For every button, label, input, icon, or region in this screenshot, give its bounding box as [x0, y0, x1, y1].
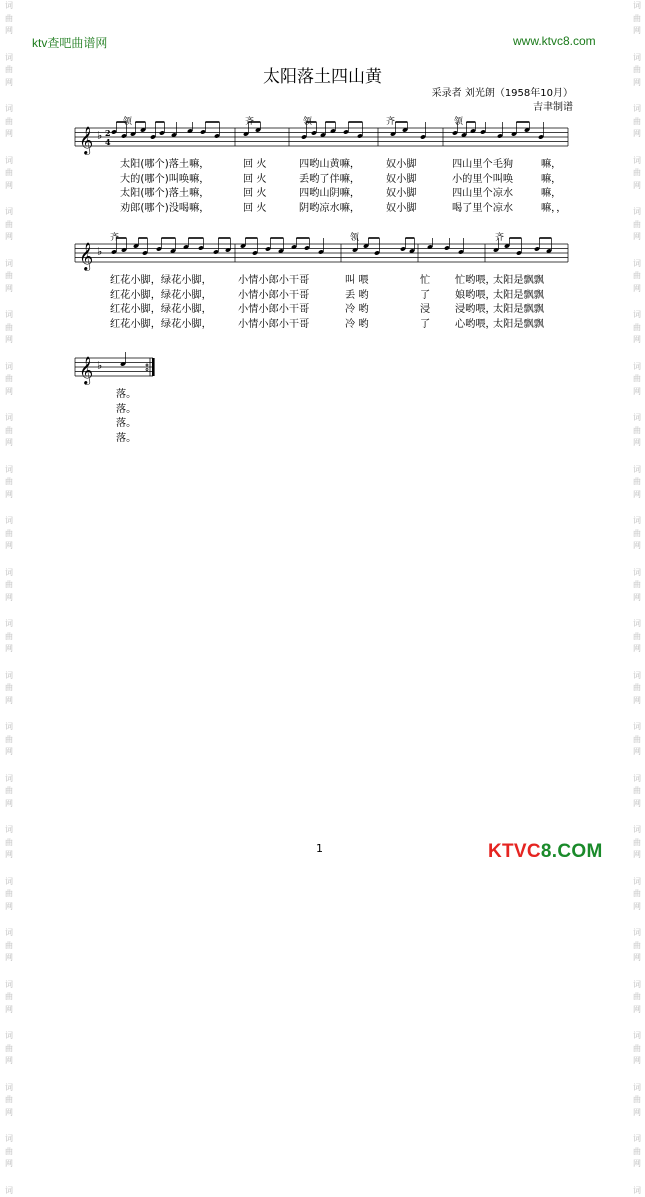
watermark-glyph: 曲 — [630, 1094, 644, 1107]
watermark-glyph: 曲 — [630, 940, 644, 953]
lyric-segment: 回 火 — [243, 155, 267, 170]
watermark-glyph: 曲 — [630, 837, 644, 850]
lyric-segment: 小情小郎小干哥 — [238, 300, 309, 315]
flat-sign-icon: ♭ — [97, 245, 102, 258]
lyric-segment: 阴哟凉水嘛， — [299, 199, 360, 214]
watermark-glyph: 曲 — [2, 837, 16, 850]
watermark-glyph: 曲 — [2, 785, 16, 798]
watermark-glyph: 网 — [2, 334, 16, 347]
lyric-segment: 太阳是飘飘 — [493, 271, 544, 286]
watermark-glyph: 曲 — [630, 991, 644, 1004]
watermark-glyph: 词 — [2, 52, 16, 65]
watermark-glyph: 曲 — [630, 13, 644, 26]
repeat-dot — [146, 369, 148, 371]
call-mark: 领 — [123, 114, 132, 127]
lyric-segment: 太阳是飘飘 — [493, 286, 544, 301]
watermark-glyph: 网 — [630, 746, 644, 759]
flat-sign-icon: ♭ — [97, 359, 102, 372]
watermark-glyph: 词 — [2, 1082, 16, 1095]
watermark-glyph: 曲 — [630, 1146, 644, 1159]
response-mark: 齐 — [110, 230, 119, 243]
watermark-glyph: 词 — [630, 0, 644, 13]
watermark-glyph: 词 — [2, 876, 16, 889]
lyric-segment: 喝了里个凉水 — [452, 199, 513, 214]
watermark-glyph: 网 — [2, 540, 16, 553]
watermark-glyph: 词 — [630, 670, 644, 683]
watermark-glyph: 网 — [2, 25, 16, 38]
call-mark: 领 — [303, 114, 312, 127]
watermark-glyph: 词 — [2, 618, 16, 631]
lyric-segment: 劝郎(哪个)没喝嘛， — [120, 199, 209, 214]
lyric-segment: 四山里个毛狗 — [452, 155, 513, 170]
watermark-glyph: 词 — [630, 206, 644, 219]
response-mark: 齐 — [245, 114, 254, 127]
song-title: 太阳落土四山黄 — [0, 62, 645, 87]
watermark-glyph: 网 — [630, 798, 644, 811]
lyric-segment: 太阳(哪个)落土嘛， — [120, 155, 209, 170]
watermark-glyph: 词 — [2, 206, 16, 219]
watermark-glyph: 网 — [2, 901, 16, 914]
watermark-glyph: 曲 — [630, 219, 644, 232]
watermark-glyph: 曲 — [630, 631, 644, 644]
watermark-glyph: 曲 — [2, 1146, 16, 1159]
watermark-glyph: 网 — [630, 386, 644, 399]
lyric-segment: 奴小脚 — [386, 155, 417, 170]
watermark-glyph: 词 — [2, 464, 16, 477]
lyric-segment: 冷 哟 — [345, 315, 369, 330]
lyric-segment: 忙哟喂， — [455, 271, 496, 286]
watermark-glyph: 网 — [630, 952, 644, 965]
watermark-glyph: 词 — [2, 1185, 16, 1197]
lyric-segment: 小的里个叫唤 — [452, 170, 513, 185]
watermark-glyph: 曲 — [2, 64, 16, 77]
treble-clef-icon: 𝄞 — [79, 242, 93, 271]
lyric-segment: 回 火 — [243, 170, 267, 185]
watermark-glyph: 词 — [630, 927, 644, 940]
watermark-glyph: 词 — [2, 412, 16, 425]
watermark-glyph: 网 — [630, 25, 644, 38]
lyric-segment: 了 — [420, 286, 430, 301]
watermark-glyph: 词 — [630, 103, 644, 116]
watermark-glyph: 网 — [630, 643, 644, 656]
watermark-glyph: 曲 — [2, 476, 16, 489]
watermark-glyph: 网 — [2, 231, 16, 244]
lyric-segment: 红花小脚，绿花小脚， — [110, 315, 212, 330]
watermark-glyph: 网 — [630, 1158, 644, 1171]
lyric-segment: 红花小脚，绿花小脚， — [110, 300, 212, 315]
watermark-glyph: 词 — [630, 979, 644, 992]
lyric-segment: 落。 — [116, 429, 136, 444]
watermark-glyph: 网 — [630, 695, 644, 708]
watermark-glyph: 词 — [630, 515, 644, 528]
watermark-glyph: 曲 — [630, 373, 644, 386]
watermark-glyph: 词 — [2, 773, 16, 786]
watermark-glyph: 曲 — [2, 1043, 16, 1056]
repeat-bar-thick — [152, 358, 155, 376]
lyric-segment: 四哟山阴嘛， — [299, 184, 360, 199]
watermark-glyph: 网 — [630, 849, 644, 862]
watermark-glyph: 曲 — [630, 64, 644, 77]
watermark-glyph: 网 — [2, 77, 16, 90]
watermark-glyph: 词 — [2, 721, 16, 734]
watermark-glyph: 曲 — [2, 734, 16, 747]
watermark-glyph: 曲 — [630, 270, 644, 283]
watermark-glyph: 词 — [2, 567, 16, 580]
lyric-segment: 奴小脚 — [386, 170, 417, 185]
time-signature-bottom: 4 — [105, 137, 111, 147]
watermark-glyph: 网 — [2, 849, 16, 862]
watermark-glyph: 曲 — [2, 579, 16, 592]
watermark-glyph: 曲 — [2, 631, 16, 644]
watermark-glyph: 词 — [630, 876, 644, 889]
watermark-glyph: 网 — [630, 592, 644, 605]
watermark-glyph: 词 — [2, 979, 16, 992]
lyric-segment: 小情小郎小干哥 — [238, 286, 309, 301]
watermark-glyph: 网 — [2, 1107, 16, 1120]
lyric-segment: 丢哟了伴嘛， — [299, 170, 360, 185]
watermark-glyph: 词 — [2, 309, 16, 322]
watermark-glyph: 网 — [630, 128, 644, 141]
watermark-glyph: 词 — [630, 1185, 644, 1197]
watermark-glyph: 网 — [2, 489, 16, 502]
lyric-segment: 嘛，， — [541, 199, 566, 214]
logo-text-red: KTVC — [488, 841, 541, 862]
watermark-glyph: 曲 — [2, 991, 16, 1004]
watermark-glyph: 词 — [630, 155, 644, 168]
watermark-glyph: 词 — [630, 258, 644, 271]
watermark-glyph: 网 — [630, 1107, 644, 1120]
watermark-glyph: 曲 — [2, 888, 16, 901]
watermark-glyph: 曲 — [630, 1043, 644, 1056]
lyric-segment: 嘛， — [541, 184, 561, 199]
site-logo — [488, 841, 603, 863]
watermark-glyph: 曲 — [2, 270, 16, 283]
watermark-glyph: 词 — [2, 927, 16, 940]
lyric-segment: 回 火 — [243, 199, 267, 214]
watermark-glyph: 词 — [630, 464, 644, 477]
watermark-glyph: 词 — [2, 155, 16, 168]
page-number: 1 — [316, 842, 323, 855]
watermark-glyph: 词 — [630, 412, 644, 425]
watermark-glyph: 网 — [630, 180, 644, 193]
watermark-glyph: 网 — [630, 77, 644, 90]
logo-text-green: 8.COM — [541, 841, 603, 862]
watermark-glyph: 网 — [2, 437, 16, 450]
lyric-segment: 小情小郎小干哥 — [238, 315, 309, 330]
lyric-segment: 回 火 — [243, 184, 267, 199]
lyric-segment: 浸哟喂， — [455, 300, 496, 315]
watermark-glyph: 网 — [2, 1055, 16, 1068]
watermark-glyph: 曲 — [2, 1094, 16, 1107]
watermark-glyph: 词 — [630, 361, 644, 374]
watermark-glyph: 曲 — [2, 219, 16, 232]
lyric-segment: 丢 哟 — [345, 286, 369, 301]
lyric-segment: 太阳(哪个)落土嘛， — [120, 184, 209, 199]
clef-and-key — [79, 126, 111, 385]
treble-clef-icon: 𝄞 — [79, 126, 93, 155]
watermark-glyph: 词 — [2, 361, 16, 374]
watermark-glyph: 网 — [630, 489, 644, 502]
watermark-glyph: 词 — [630, 618, 644, 631]
watermark-glyph: 词 — [630, 567, 644, 580]
watermark-glyph: 曲 — [630, 322, 644, 335]
lyric-segment: 奴小脚 — [386, 199, 417, 214]
watermark-glyph: 词 — [630, 773, 644, 786]
watermark-glyph: 网 — [630, 283, 644, 296]
watermark-glyph: 网 — [630, 901, 644, 914]
lyric-segment: 冷 哟 — [345, 300, 369, 315]
watermark-glyph: 曲 — [630, 785, 644, 798]
watermark-glyph: 网 — [630, 540, 644, 553]
watermark-glyph: 网 — [2, 695, 16, 708]
lyric-segment: 嘛， — [541, 155, 561, 170]
watermark-glyph: 网 — [2, 798, 16, 811]
watermark-glyph: 曲 — [2, 373, 16, 386]
watermark-glyph: 网 — [2, 952, 16, 965]
lyric-segment: 叫 喂 — [345, 271, 369, 286]
flat-sign-icon: ♭ — [97, 129, 102, 142]
lyric-segment: 娘哟喂， — [455, 286, 496, 301]
lyric-segment: 忙 — [420, 271, 430, 286]
watermark-glyph: 曲 — [2, 682, 16, 695]
watermark-glyph: 词 — [2, 670, 16, 683]
watermark-glyph: 网 — [2, 746, 16, 759]
site-name-left: ktv查吧曲谱网 — [32, 34, 107, 51]
lyric-segment: 四山里个凉水 — [452, 184, 513, 199]
watermark-glyph: 曲 — [2, 940, 16, 953]
watermark-glyph: 词 — [630, 1133, 644, 1146]
watermark-glyph: 网 — [630, 334, 644, 347]
watermark-glyph: 曲 — [2, 528, 16, 541]
watermark-glyph: 曲 — [630, 425, 644, 438]
watermark-glyph: 词 — [630, 1030, 644, 1043]
site-url-right: www.ktvc8.com — [513, 34, 596, 48]
watermark-glyph: 词 — [630, 52, 644, 65]
watermark-glyph: 词 — [630, 721, 644, 734]
lyric-segment: 太阳是飘飘 — [493, 300, 544, 315]
watermark-glyph: 词 — [2, 1030, 16, 1043]
watermark-glyph: 曲 — [2, 116, 16, 129]
watermark-glyph: 网 — [630, 1004, 644, 1017]
watermark-glyph: 曲 — [630, 476, 644, 489]
watermark-glyph: 网 — [2, 180, 16, 193]
watermark-glyph: 曲 — [630, 682, 644, 695]
lyric-segment: 落。 — [116, 385, 136, 400]
lyric-segment: 红花小脚，绿花小脚， — [110, 271, 212, 286]
watermark-glyph: 曲 — [2, 167, 16, 180]
watermark-glyph: 词 — [2, 0, 16, 13]
call-mark: 领 — [454, 114, 463, 127]
watermark-glyph: 网 — [630, 231, 644, 244]
watermark-glyph: 曲 — [630, 116, 644, 129]
watermark-glyph: 曲 — [2, 13, 16, 26]
watermark-glyph: 曲 — [630, 167, 644, 180]
watermark-glyph: 曲 — [630, 528, 644, 541]
watermark-glyph: 词 — [2, 1133, 16, 1146]
watermark-glyph: 词 — [2, 103, 16, 116]
lyric-segment: 太阳是飘飘 — [493, 315, 544, 330]
response-mark: 齐 — [495, 230, 504, 243]
watermark-glyph: 词 — [630, 824, 644, 837]
treble-clef-icon: 𝄞 — [79, 356, 93, 385]
watermark-glyph: 网 — [2, 643, 16, 656]
response-mark: 齐 — [386, 114, 395, 127]
watermark-glyph: 词 — [2, 824, 16, 837]
watermark-glyph: 词 — [2, 258, 16, 271]
watermark-glyph: 词 — [2, 515, 16, 528]
lyric-segment: 四哟山黄嘛， — [299, 155, 360, 170]
watermark-glyph: 网 — [2, 283, 16, 296]
watermark-glyph: 词 — [630, 309, 644, 322]
lyric-segment: 小情小郎小干哥 — [238, 271, 309, 286]
lyric-segment: 红花小脚，绿花小脚， — [110, 286, 212, 301]
watermark-glyph: 曲 — [2, 322, 16, 335]
watermark-glyph: 曲 — [630, 579, 644, 592]
watermark-glyph: 曲 — [630, 888, 644, 901]
watermark-glyph: 词 — [630, 1082, 644, 1095]
watermark-glyph: 网 — [630, 437, 644, 450]
watermark-glyph: 网 — [2, 128, 16, 141]
lyric-segment: 浸 — [420, 300, 430, 315]
watermark-glyph: 网 — [2, 386, 16, 399]
lyric-segment: 心哟喂， — [455, 315, 496, 330]
watermark-glyph: 网 — [2, 592, 16, 605]
watermark-glyph: 网 — [630, 1055, 644, 1068]
lyric-segment: 落。 — [116, 400, 136, 415]
watermark-glyph: 曲 — [630, 734, 644, 747]
watermark-glyph: 网 — [2, 1004, 16, 1017]
call-mark: 领 — [350, 230, 359, 243]
lyric-segment: 落。 — [116, 414, 136, 429]
repeat-dot — [146, 364, 148, 366]
watermark-glyph: 网 — [2, 1158, 16, 1171]
lyric-segment: 大的(哪个)叫唤嘛， — [120, 170, 209, 185]
arranger-credit: 吉聿制谱 — [533, 98, 573, 113]
time-signature-top: 2 — [105, 128, 111, 138]
lyric-segment: 嘛， — [541, 170, 561, 185]
watermark-glyph: 曲 — [2, 425, 16, 438]
lyric-segment: 了 — [420, 315, 430, 330]
lyric-segment: 奴小脚 — [386, 184, 417, 199]
collector-credit: 采录者 刘光朗（1958年10月） — [432, 84, 573, 99]
